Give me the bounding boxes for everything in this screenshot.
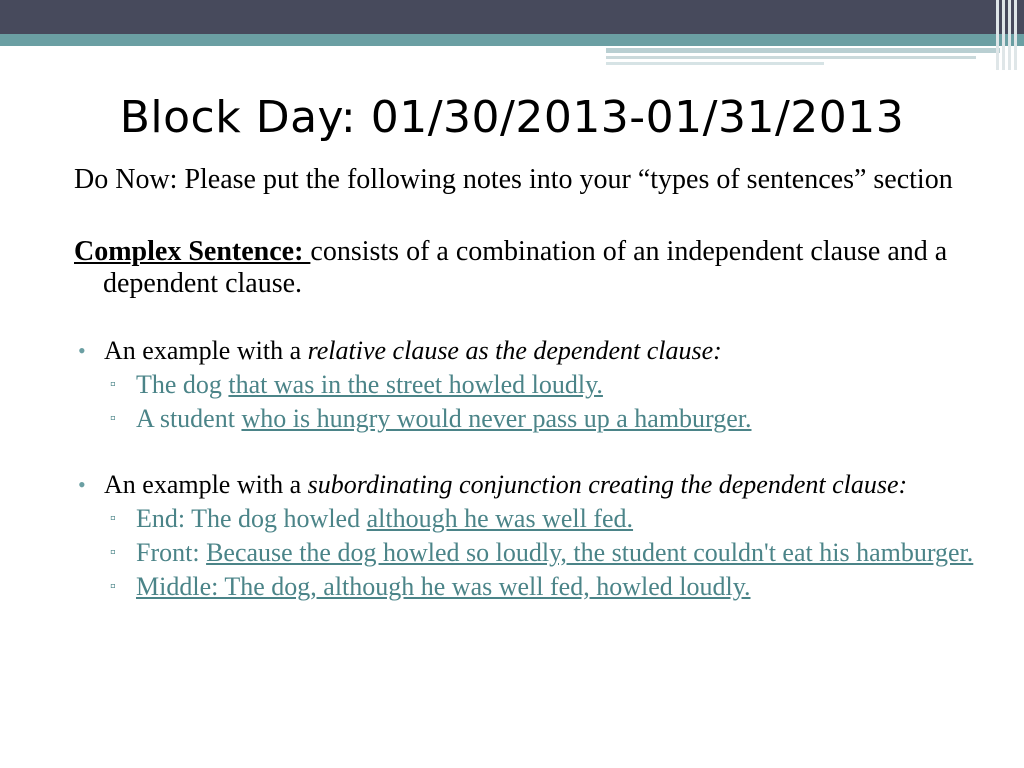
slide-title: Block Day: 01/30/2013-01/31/2013 <box>119 92 905 143</box>
square-bullet-icon: ▫ <box>110 510 116 527</box>
list-item: ▫ Front: Because the dog howled so loudly, the student couldn't eat his hamburger. <box>110 538 974 567</box>
complex-sentence-term: Complex Sentence: <box>74 236 311 267</box>
square-bullet-icon: ▫ <box>110 376 116 393</box>
corner-stripes <box>994 0 1024 70</box>
do-now-text: Do Now: Please put the following notes into your “types of sentences” section <box>74 164 953 195</box>
square-bullet-icon: ▫ <box>110 578 116 595</box>
header-decor-lines <box>606 46 1006 70</box>
list-item: ▫ The dog that was in the street howled loudly. <box>110 370 603 399</box>
header-bar <box>0 0 1024 34</box>
bullet-subordinating-conjunction: • An example with a subordinating conjunction creating the dependent clause: <box>78 470 908 499</box>
bullet-dot-icon: • <box>78 338 86 363</box>
bullet-relative-clause: • An example with a relative clause as the dependent clause: <box>78 336 722 365</box>
list-item: ▫ A student who is hungry would never pass up a hamburger. <box>110 404 752 433</box>
list-item: ▫ End: The dog howled although he was well fed. <box>110 504 634 533</box>
bullet-dot-icon: • <box>78 472 86 497</box>
complex-sentence-def: consists of a combination of an independent clause and a dependent clause. <box>103 236 948 299</box>
header-accent-bar <box>0 34 1024 46</box>
square-bullet-icon: ▫ <box>110 410 116 427</box>
complex-sentence-definition <box>74 236 974 300</box>
slide-body <box>74 164 974 602</box>
square-bullet-icon: ▫ <box>110 544 116 561</box>
list-item: ▫ Middle: The dog, although he was well fed, howled loudly. <box>110 572 751 601</box>
